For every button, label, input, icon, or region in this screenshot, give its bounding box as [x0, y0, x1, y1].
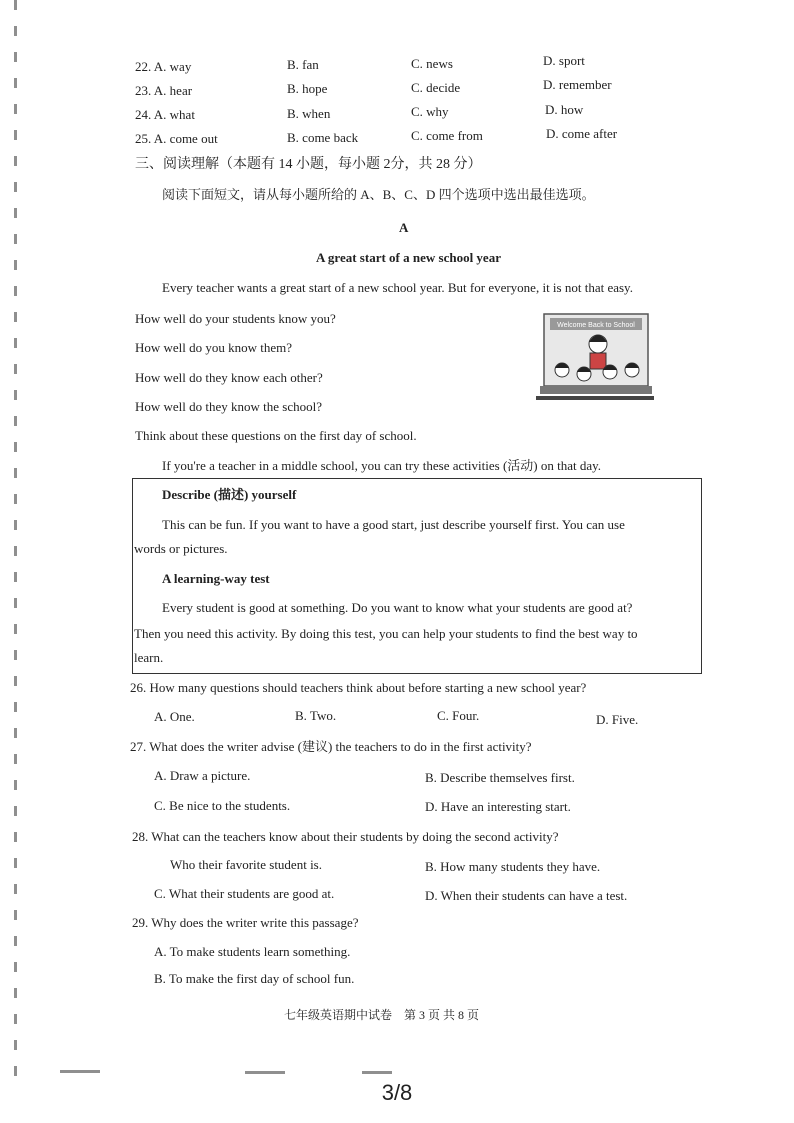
banner-text: Welcome Back to School: [557, 322, 635, 329]
option-23b: B. hope: [287, 81, 328, 96]
think-line: Think about these questions on the first day of school.: [135, 428, 417, 443]
box-para1-line2: words or pictures.: [134, 541, 228, 556]
question-26-option-a: A. One.: [154, 709, 195, 724]
option-25b: B. come back: [287, 130, 359, 145]
question-26-option-d: D. Five.: [596, 712, 639, 727]
question-27-option-a: A. Draw a picture.: [154, 768, 251, 783]
question-27-option-d: D. Have an interesting start.: [425, 799, 571, 814]
activities-line: If you're a teacher in a middle school, you can try these activities (活动) on that day.: [162, 458, 602, 473]
box-para2-line1: Every student is good at something. Do you want to know what your students are good at?: [162, 600, 633, 615]
question-29-option-a: A. To make students learn something.: [154, 944, 351, 959]
box-para2-line2: Then you need this activity. By doing this test, you can help your students to find the best way to: [134, 626, 638, 641]
question-28-option-d: D. When their students can have a test.: [425, 888, 628, 903]
option-22b: B. fan: [287, 57, 319, 72]
question-29-stem: 29. Why does the writer write this passage?: [132, 915, 359, 930]
question-list-item: How well do they know the school?: [135, 399, 323, 414]
question-26-option-b: B. Two.: [295, 708, 337, 723]
option-24a: 24. A. what: [135, 107, 195, 122]
scan-smudge: [60, 1070, 100, 1073]
box-para1-line1: This can be fun. If you want to have a good start, just describe yourself first. You can use: [162, 517, 625, 532]
question-27-stem: 27. What does the writer advise (建议) the teachers to do in the first activity?: [130, 739, 532, 754]
question-list-item: How well do you know them?: [135, 340, 293, 355]
box-para2-line3: learn.: [134, 650, 164, 665]
option-22d: D. sport: [543, 53, 585, 68]
question-28-option-c: C. What their students are good at.: [154, 886, 335, 901]
option-22c: C. news: [411, 56, 453, 71]
option-23d: D. remember: [543, 77, 612, 92]
scan-smudge: [362, 1071, 392, 1074]
option-24c: C. why: [411, 104, 449, 119]
question-26-stem: 26. How many questions should teachers think about before starting a new school year?: [130, 680, 587, 695]
box-heading-test: A learning-way test: [162, 571, 270, 586]
question-28-option-a: Who their favorite student is.: [170, 857, 322, 872]
option-22a: 22. A. way: [135, 59, 192, 74]
option-25d: D. come after: [546, 126, 618, 141]
section-title: 三、阅读理解（本题有 14 小题，每小题 2分，共 28 分）: [135, 157, 482, 172]
option-25c: C. come from: [411, 128, 483, 143]
scan-binding-edge: [14, 0, 17, 1080]
page-footer: 七年级英语期中试卷 第 3 页 共 8 页: [284, 1008, 480, 1022]
teacher-students-illustration: [536, 312, 654, 408]
option-23c: C. decide: [411, 80, 461, 95]
option-23a: 23. A. hear: [135, 83, 193, 98]
question-list-item: How well do your students know you?: [135, 311, 336, 326]
page-indicator: 3/8: [381, 1080, 413, 1105]
option-24b: B. when: [287, 106, 331, 121]
question-26-option-c: C. Four.: [437, 708, 480, 723]
intro-sentence: Every teacher wants a great start of a new school year. But for everyone, it is not that easy.: [162, 280, 633, 295]
passage-title: A great start of a new school year: [316, 250, 501, 265]
question-list-item: How well do they know each other?: [135, 370, 323, 385]
question-27-option-c: C. Be nice to the students.: [154, 798, 291, 813]
passage-letter: A: [399, 220, 409, 235]
instructions: 阅读下面短文，请从每小题所给的 A、B、C、D 四个选项中选出最佳选项。: [162, 187, 595, 202]
question-27-option-b: B. Describe themselves first.: [425, 770, 575, 785]
scan-smudge: [245, 1071, 285, 1074]
box-heading-describe: Describe (描述) yourself: [162, 487, 297, 502]
question-28-option-b: B. How many students they have.: [425, 859, 601, 874]
option-24d: D. how: [545, 102, 584, 117]
option-25a: 25. A. come out: [135, 131, 218, 146]
question-28-stem: 28. What can the teachers know about their students by doing the second activity?: [132, 829, 559, 844]
question-29-option-b: B. To make the first day of school fun.: [154, 971, 355, 986]
